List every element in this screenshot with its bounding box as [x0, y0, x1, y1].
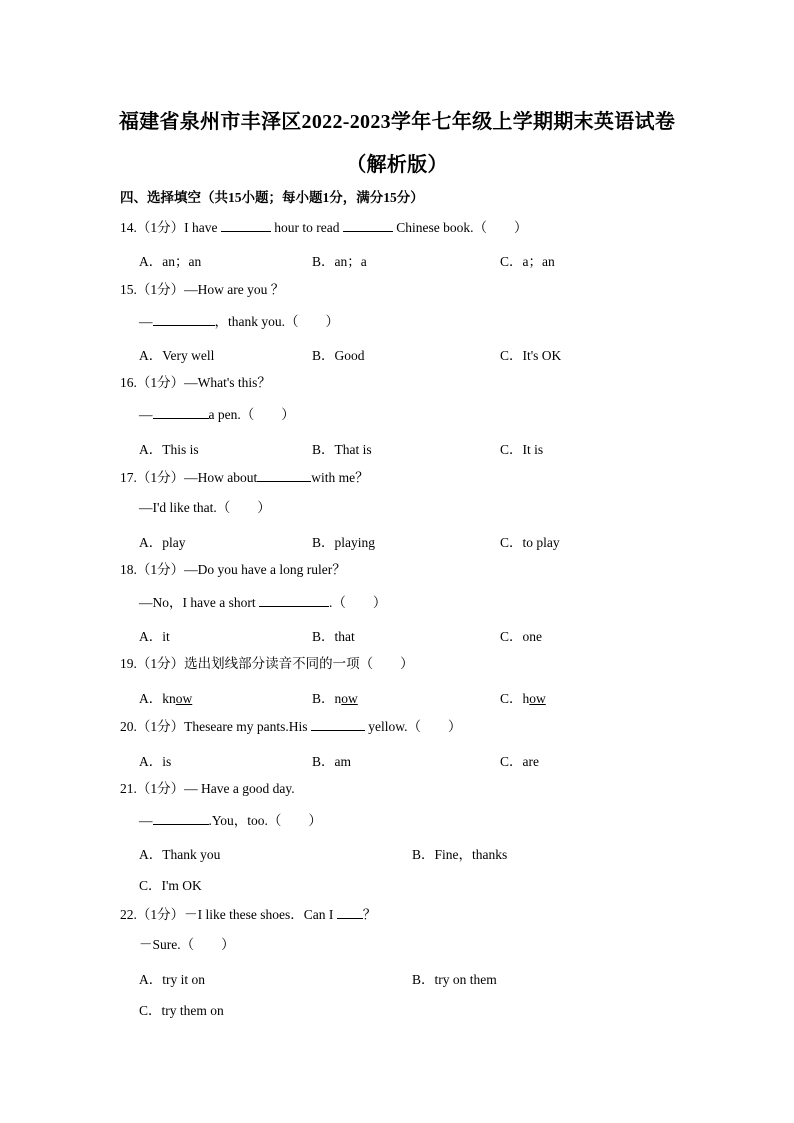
option-c: C．to play — [500, 535, 560, 550]
option-c: C．how — [500, 691, 546, 706]
option-b: B．That is — [312, 442, 372, 457]
option-a: A．Thank you — [139, 847, 221, 862]
question-17: 17.（1分）—How about with me？ — [120, 470, 369, 485]
dialogue-line: — a pen.（ ） — [139, 407, 295, 422]
question-18: 18.（1分）—Do you have a long ruler？ — [120, 562, 346, 577]
question-19: 19.（1分）选出划线部分读音不同的一项（ ） — [120, 656, 414, 671]
answer-blank — [311, 718, 365, 731]
option-a: A．This is — [139, 442, 199, 457]
answer-blank — [153, 812, 209, 825]
dialogue-line: －Sure.（ ） — [139, 937, 235, 952]
page-title: 福建省泉州市丰泽区2022-2023学年七年级上学期期末英语试卷 — [118, 111, 676, 133]
option-b: B．am — [312, 754, 351, 769]
option-b: B．playing — [312, 535, 375, 550]
answer-blank — [153, 406, 209, 419]
option-c: C．one — [500, 629, 542, 644]
dialogue-line: —I'd like that.（ ） — [139, 500, 271, 515]
option-a: A．it — [139, 629, 170, 644]
dialogue-line: —No，I have a short .（ ） — [139, 595, 387, 610]
option-a: A．know — [139, 691, 193, 706]
question-22: 22.（1分）－I like these shoes．Can I ？ — [120, 907, 377, 922]
option-b: B．now — [312, 691, 358, 706]
option-b: B．Fine，thanks — [412, 847, 508, 862]
question-15: 15.（1分）—How are you ？ — [120, 282, 285, 297]
section-heading: 四、选择填空（共15小题；每小题1分，满分15分） — [120, 190, 424, 205]
answer-blank — [259, 594, 329, 607]
question-14: 14.（1分）I have hour to read Chinese book.（ ） — [120, 220, 528, 235]
option-a: A．play — [139, 535, 186, 550]
answer-blank — [257, 469, 311, 482]
dialogue-line: — .You，too.（ ） — [139, 813, 322, 828]
page-subtitle: （解析版） — [346, 154, 448, 176]
question-16: 16.（1分）—What's this？ — [120, 375, 271, 390]
option-a: A．Very well — [139, 348, 215, 363]
answer-blank — [343, 219, 393, 232]
option-b: B．that — [312, 629, 355, 644]
option-a: A．an；an — [139, 254, 202, 269]
option-b: B．an；a — [312, 254, 367, 269]
question-20: 20.（1分）Theseare my pants.His yellow.（ ） — [120, 719, 462, 734]
option-c: C．a；an — [500, 254, 555, 269]
option-a: A．is — [139, 754, 172, 769]
option-b: B．try on them — [412, 972, 497, 987]
answer-blank — [221, 219, 271, 232]
answer-blank — [153, 313, 215, 326]
option-c: C．try them on — [139, 1003, 224, 1018]
option-c: C．It is — [500, 442, 544, 457]
option-c: C．are — [500, 754, 539, 769]
question-21: 21.（1分）— Have a good day. — [120, 781, 295, 796]
option-c: C．It's OK — [500, 348, 562, 363]
answer-blank — [337, 906, 363, 919]
option-a: A．try it on — [139, 972, 205, 987]
option-c: C．I'm OK — [139, 878, 202, 893]
option-b: B．Good — [312, 348, 365, 363]
dialogue-line: — ，thank you.（ ） — [139, 314, 339, 329]
